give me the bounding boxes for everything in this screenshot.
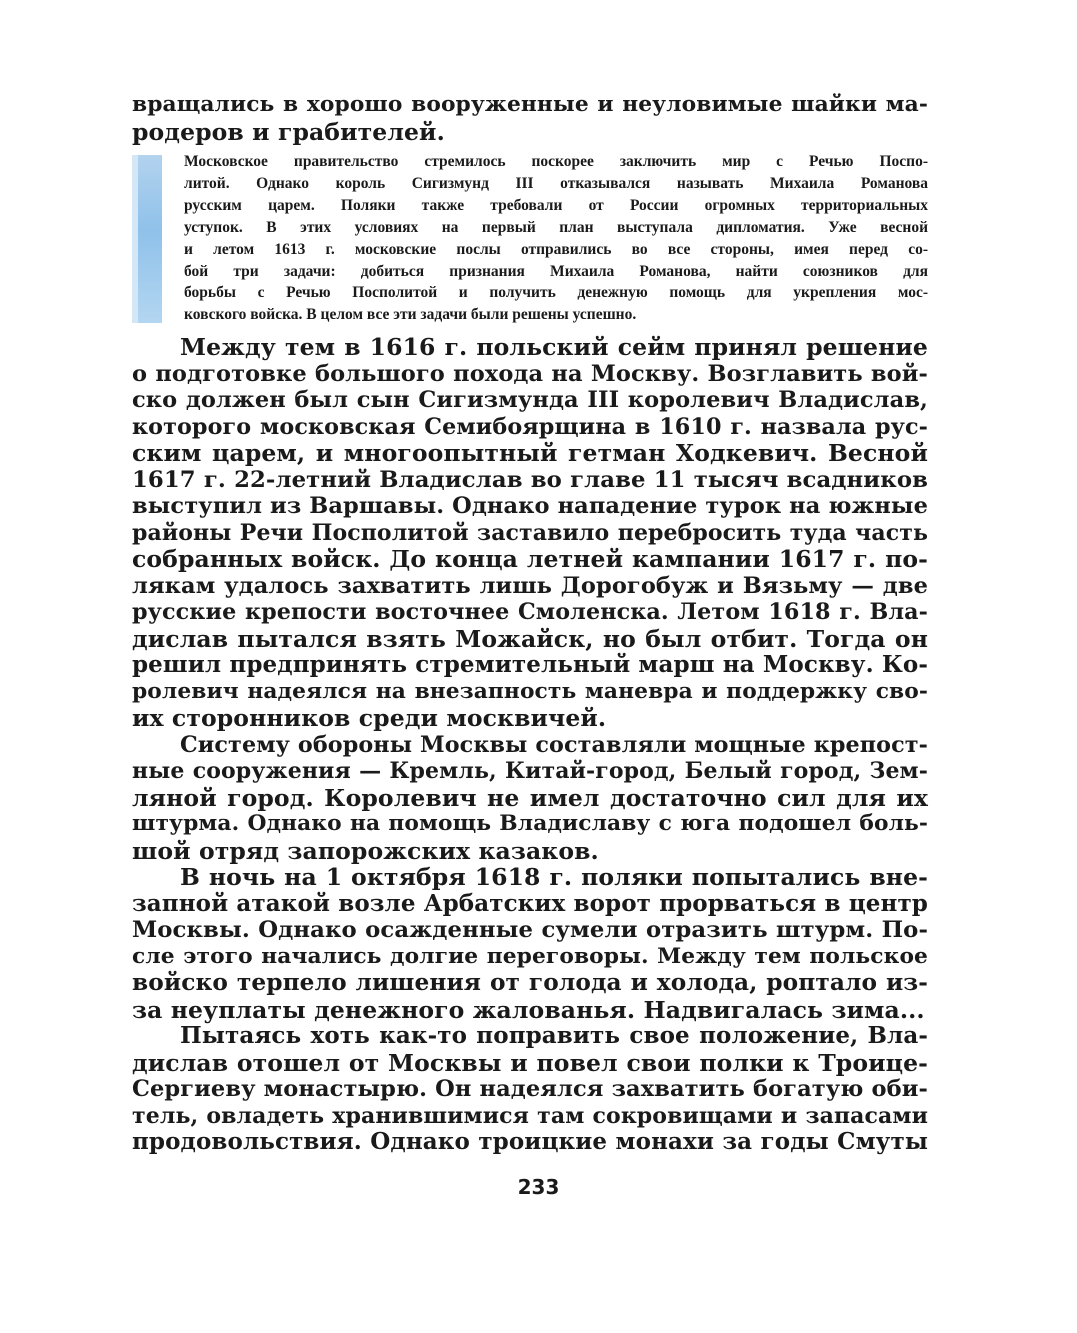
text-line: выступил из Варшавы. Однако нападение турок на южные [132,493,928,520]
note-line: литой. Однако король Сигизмунд III отказывался называть Михаила Романова [184,174,928,192]
paragraph-trinity-monastery [132,1023,928,1156]
text-line: Систему обороны Москвы составляли мощные крепост- [180,731,928,758]
note-line: уступок. В этих условиях на первый план выступала дипломатия. Уже весной [184,218,928,236]
text-line: войско терпело лишения от голода и холода, роптало из- [132,969,928,997]
text-line: их сторонников среди москвичей. [132,704,607,733]
note-line: бой три задачи: добиться признания Михаила Романова, найти союзников для [184,262,928,280]
text-line: сле этого начались долгие переговоры. Между тем польское [132,943,928,969]
paragraph-1616-campaign [132,334,928,732]
text-line: русские крепости восточнее Смоленска. Летом 1618 г. Вла- [132,599,928,626]
text-line: за неуплаты денежного жалованья. Надвигалась зима... [132,995,925,1024]
note-line: Московское правительство стремилось поскорее заключить мир с Речью Поспо- [184,153,928,170]
opening-paragraph [132,92,928,145]
text-line: о подготовке большого похода на Москву. Возглавить вой- [132,360,928,387]
text-line: которого московская Семибоярщина в 1610 г. назвала рус- [132,413,928,440]
note-line: борьбы с Речью Посполитой и получить денежную помощь для укрепления мос- [184,284,928,302]
side-note [132,151,928,326]
text-line: В ночь на 1 октября 1618 г. поляки попытались вне- [180,863,928,892]
text-line: шой отряд запорожских казаков. [132,836,599,865]
page-number: 233 [517,1175,560,1199]
text-line: Пытаясь хоть как-то поправить свое положение, Вла- [180,1022,928,1050]
note-line: и летом 1613 г. московские послы отправились во все стороны, имея перед со- [184,240,928,258]
text-line: ные сооружения — Кремль, Китай-город, Белый город, Зем- [132,758,928,785]
text-line: ским царем, и многоопытный гетман Ходкевич. Весной [132,439,928,468]
note-marker-bar [132,155,162,323]
note-line: ковского войска. В целом все эти задачи были решены успешно. [184,306,637,324]
text-line: штурма. Однако на помощь Владиславу с юга подошел боль- [132,811,928,837]
text-line: вращались в хорошо вооруженные и неуловимые шайки ма- [132,92,928,117]
text-line: Москвы. Однако осажденные сумели отразить штурм. По- [132,917,928,944]
text-line: тель, овладеть хранившимися там сокровищами и запасами [132,1102,928,1129]
text-line: Сергиеву монастырю. Он надеялся захватить богатую оби- [132,1076,928,1103]
text-line: ляной город. Королевич не имел достаточно сил для их [132,783,928,812]
text-line: решил предпринять стремительный марш на Москву. Ко- [132,651,928,679]
paragraph-moscow-defense [132,732,928,865]
text-line: дислав пытался взять Можайск, но был отбит. Тогда он [132,624,928,653]
text-line: ролевич надеялся на внезапность маневра и поддержку сво- [132,678,928,704]
text-line: ско должен был сын Сигизмунда III королевич Владислав, [132,387,928,414]
page-content [132,92,928,1156]
text-line: продовольствия. Однако троицкие монахи за годы Смуты [132,1128,928,1156]
text-line: запной атакой возле Арбатских ворот прорваться в центр [132,889,928,917]
text-line: Между тем в 1616 г. польский сейм принял решение [180,333,928,362]
text-line: 1617 г. 22-летний Владислав во главе 11 тысяч всадников [132,466,928,493]
paragraph-october-assault [132,864,928,1023]
text-line: районы Речи Посполитой заставило перебросить туда часть [132,519,928,546]
text-line: собранных войск. До конца летней кампании 1617 г. по- [132,545,928,574]
text-line: лякам удалось захватить лишь Дорогобуж и Вязьму — две [132,572,928,599]
text-line: родеров и грабителей. [132,117,445,146]
text-line: дислав отошел от Москвы и повел свои полки к Троице- [132,1048,928,1077]
note-line: русским царем. Поляки также требовали от России огромных территориальных [184,196,928,214]
